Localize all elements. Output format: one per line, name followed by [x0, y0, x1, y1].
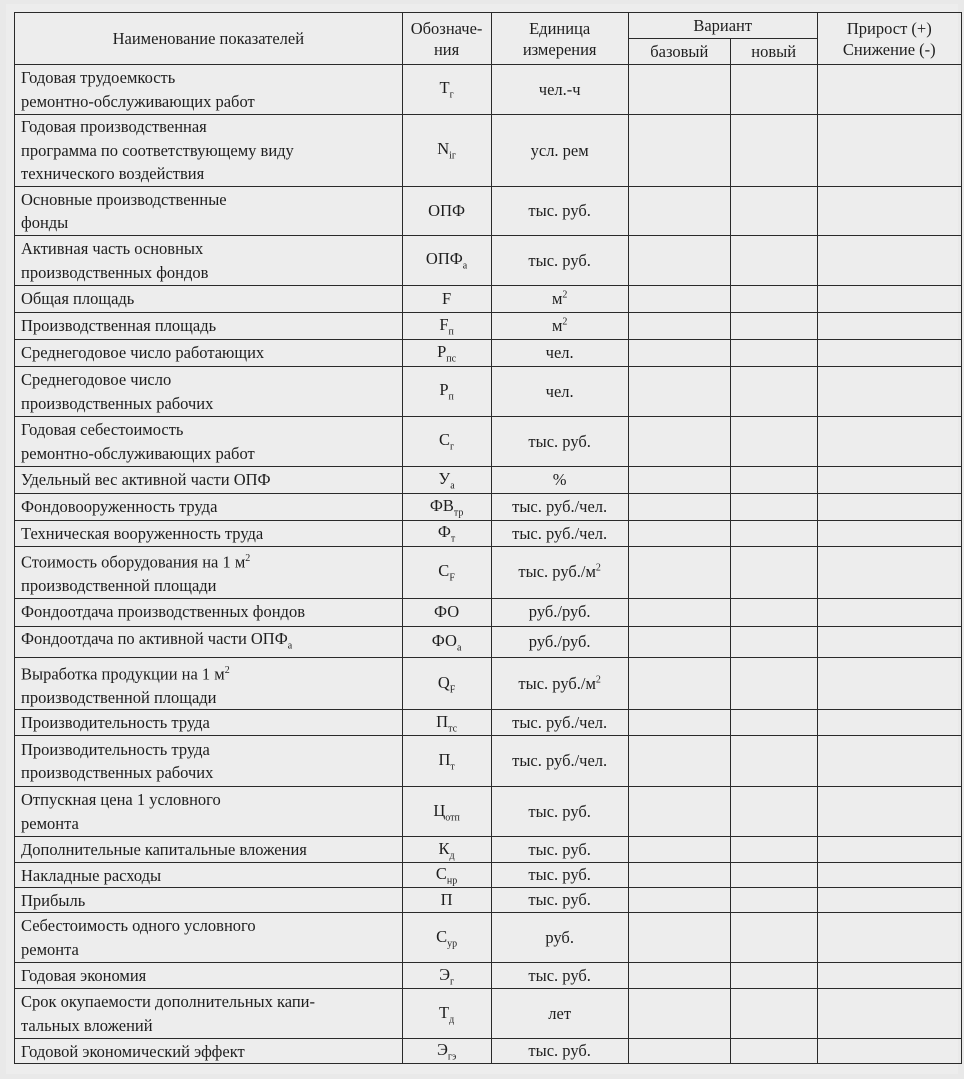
header-name-text: Наименование показателей [112, 29, 305, 48]
value-change-cell[interactable] [817, 115, 961, 187]
indicator-symbol: $ОПФ_а$ [402, 236, 491, 286]
value-change-cell[interactable] [817, 1039, 961, 1064]
indicator-unit: $м^2$ [491, 313, 628, 340]
value-change-cell[interactable] [817, 989, 961, 1039]
indicator-name-line: производственной площади [21, 687, 217, 707]
indicator-name [15, 236, 403, 286]
value-change-cell[interactable] [817, 736, 961, 787]
value-change-cell[interactable] [817, 863, 961, 888]
value-base-cell[interactable] [628, 626, 730, 658]
indicator-unit: тыс. руб. [491, 888, 628, 913]
indicator-name [15, 989, 403, 1039]
value-base-cell[interactable] [628, 115, 730, 187]
value-new-cell[interactable] [730, 340, 817, 367]
indicator-name-line: программа по соответствующему виду [21, 140, 294, 160]
indicator-name [15, 187, 403, 236]
indicator-symbol: $F_п$ [402, 313, 491, 340]
indicator-unit: руб./руб. [491, 598, 628, 626]
indicator-name: Фондоотдача по активной части $ОПФ_а$ [15, 626, 403, 658]
table-row [15, 367, 962, 417]
value-change-cell[interactable] [817, 710, 961, 736]
table-row [15, 963, 962, 989]
indicator-name-line: ремонта [21, 813, 79, 833]
value-base-cell[interactable] [628, 1039, 730, 1064]
indicator-name-line: Техническая вооруженность труда [21, 523, 264, 543]
indicator-unit: чел.-ч [491, 65, 628, 115]
indicator-name [15, 787, 403, 837]
value-change-cell[interactable] [817, 187, 961, 236]
value-base-cell[interactable] [628, 65, 730, 115]
indicator-symbol: $Ц_{отп}$ [402, 787, 491, 837]
value-new-cell[interactable] [730, 467, 817, 494]
indicator-symbol: $С_{нр}$ [402, 863, 491, 888]
indicator-symbol: $П_{тс}$ [402, 710, 491, 736]
value-change-cell[interactable] [817, 658, 961, 710]
value-change-cell[interactable] [817, 340, 961, 367]
indicator-unit: тыс. руб. [491, 1039, 628, 1064]
value-base-cell[interactable] [628, 888, 730, 913]
indicator-name [15, 367, 403, 417]
value-new-cell[interactable] [730, 837, 817, 863]
table-row [15, 494, 962, 521]
indicator-name-line: ремонтно-обслуживающих работ [21, 91, 255, 111]
indicator-unit: $м^2$ [491, 286, 628, 313]
indicator-symbol: $Т_д$ [402, 989, 491, 1039]
indicator-name [15, 963, 403, 989]
value-new-cell[interactable] [730, 736, 817, 787]
indicator-name-line: Годовая производственная [21, 117, 207, 137]
indicator-name [15, 913, 403, 963]
indicator-unit: тыс. руб./чел. [491, 494, 628, 521]
indicator-symbol: П [402, 888, 491, 913]
indicator-name-line: Отпускная цена 1 условного [21, 790, 221, 810]
value-new-cell[interactable] [730, 787, 817, 837]
indicator-symbol: $Э_{гэ}$ [402, 1039, 491, 1064]
indicator-name-line: Себестоимость одного условного [21, 916, 256, 936]
value-base-cell[interactable] [628, 598, 730, 626]
indicator-name-line: Активная часть основных [21, 239, 204, 258]
indicator-name-line: Выработка продукции на 1 м [21, 664, 225, 684]
indicator-name-line: Дополнительные капитальные вложения [21, 840, 307, 860]
table-row [15, 286, 962, 313]
value-base-cell[interactable] [628, 913, 730, 963]
table-row [15, 598, 962, 626]
value-new-cell[interactable] [730, 187, 817, 236]
table-row [15, 626, 962, 658]
table-row [15, 863, 962, 888]
indicator-unit: лет [491, 989, 628, 1039]
value-base-cell[interactable] [628, 787, 730, 837]
indicator-name [15, 286, 403, 313]
value-base-cell[interactable] [628, 313, 730, 340]
value-change-cell[interactable] [817, 367, 961, 417]
value-new-cell[interactable] [730, 115, 817, 187]
value-new-cell[interactable] [730, 658, 817, 710]
value-base-cell[interactable] [628, 286, 730, 313]
value-change-cell[interactable] [817, 913, 961, 963]
table-row [15, 736, 962, 787]
value-new-cell[interactable] [730, 547, 817, 599]
value-base-cell[interactable] [628, 837, 730, 863]
indicator-symbol: $Э_г$ [402, 963, 491, 989]
value-new-cell[interactable] [730, 1039, 817, 1064]
value-new-cell[interactable] [730, 236, 817, 286]
indicator-symbol: $У_а$ [402, 467, 491, 494]
indicator-unit: тыс. руб./чел. [491, 710, 628, 736]
value-new-cell[interactable] [730, 863, 817, 888]
value-new-cell[interactable] [730, 286, 817, 313]
value-change-cell[interactable] [817, 65, 961, 115]
indicator-unit: тыс. $руб./м^2$ [491, 658, 628, 710]
indicator-name-line: ремонтно-обслуживающих работ [21, 443, 255, 463]
indicator-name [15, 521, 403, 547]
value-change-cell[interactable] [817, 494, 961, 521]
value-base-cell[interactable] [628, 658, 730, 710]
value-new-cell[interactable] [730, 989, 817, 1039]
header-unit: Единица измерения [491, 13, 628, 65]
indicator-unit: чел. [491, 340, 628, 367]
value-change-cell[interactable] [817, 787, 961, 837]
indicator-name-line: фонды [21, 213, 69, 232]
indicator-name-line: Накладные расходы [21, 865, 162, 885]
value-new-cell[interactable] [730, 494, 817, 521]
indicator-name: Выработка продукции на 1 $м^2$ производственной площади [15, 658, 403, 710]
value-base-cell[interactable] [628, 467, 730, 494]
indicator-symbol: $К_д$ [402, 837, 491, 863]
indicator-unit: тыс. руб. [491, 963, 628, 989]
table-row [15, 710, 962, 736]
indicator-symbol: $Т_г$ [402, 65, 491, 115]
indicator-symbol: $ФВ_{тр}$ [402, 494, 491, 521]
value-new-cell[interactable] [730, 913, 817, 963]
indicator-name [15, 417, 403, 467]
indicator-name-line: Производительность труда [21, 739, 210, 759]
table-row [15, 837, 962, 863]
indicator-unit: руб./руб. [491, 626, 628, 658]
value-base-cell[interactable] [628, 710, 730, 736]
indicators-table [14, 12, 962, 1064]
indicator-name [15, 863, 403, 888]
indicator-name-line: Среднегодовое число [21, 370, 172, 389]
indicator-name [15, 837, 403, 863]
value-base-cell[interactable] [628, 367, 730, 417]
indicator-symbol: $Р_{пс}$ [402, 340, 491, 367]
value-base-cell[interactable] [628, 989, 730, 1039]
indicator-symbol: $ФО_а$ [402, 626, 491, 658]
indicator-name-line: Производительность труда [21, 713, 210, 733]
value-new-cell[interactable] [730, 888, 817, 913]
indicator-name-line: Среднегодовое число работающих [21, 343, 265, 363]
value-base-cell[interactable] [628, 236, 730, 286]
header-base: базовый [628, 39, 730, 65]
indicator-symbol: $С_F$ [402, 547, 491, 599]
indicator-name [15, 313, 403, 340]
header-new: новый [730, 39, 817, 65]
indicator-name-line: Общая площадь [21, 289, 135, 309]
value-change-cell[interactable] [817, 598, 961, 626]
header-variant: Вариант [628, 13, 817, 39]
indicator-unit: тыс. руб. [491, 837, 628, 863]
value-base-cell[interactable] [628, 963, 730, 989]
indicator-name-line: Фондовооруженность труда [21, 497, 218, 517]
indicator-unit: руб. [491, 913, 628, 963]
indicator-symbol: $С_г$ [402, 417, 491, 467]
indicator-symbol: ОПФ [402, 187, 491, 236]
indicator-name-line: технического воздействия [21, 164, 205, 184]
table-row [15, 658, 962, 710]
indicator-name [15, 736, 403, 787]
value-change-cell[interactable] [817, 521, 961, 547]
table-row [15, 989, 962, 1039]
value-new-cell[interactable] [730, 963, 817, 989]
value-base-cell[interactable] [628, 187, 730, 236]
value-change-cell[interactable] [817, 626, 961, 658]
indicator-name-line: Прибыль [21, 890, 86, 910]
indicator-name-line: ремонта [21, 939, 79, 959]
value-base-cell[interactable] [628, 340, 730, 367]
indicator-unit: усл. рем [491, 115, 628, 187]
indicator-symbol: $Ф_т$ [402, 521, 491, 547]
indicator-name-line: Годовая экономия [21, 966, 147, 986]
value-new-cell[interactable] [730, 598, 817, 626]
value-base-cell[interactable] [628, 417, 730, 467]
indicator-name-line: Годовая трудоемкость [21, 68, 176, 87]
indicator-name [15, 115, 403, 187]
indicator-name [15, 467, 403, 494]
indicator-name [15, 65, 403, 115]
indicator-name-line: тальных вложений [21, 1015, 153, 1035]
value-base-cell[interactable] [628, 863, 730, 888]
indicator-name-line: Удельный вес активной части ОПФ [21, 470, 271, 490]
value-new-cell[interactable] [730, 313, 817, 340]
indicator-unit: тыс. $руб./м^2$ [491, 547, 628, 599]
table-row [15, 115, 962, 187]
table-row [15, 888, 962, 913]
indicator-unit: тыс. руб. [491, 187, 628, 236]
indicator-unit: тыс. руб. [491, 417, 628, 467]
indicator-name-line: Основные производственные [21, 189, 227, 209]
value-base-cell[interactable] [628, 547, 730, 599]
indicator-name [15, 1039, 403, 1064]
value-new-cell[interactable] [730, 521, 817, 547]
value-new-cell[interactable] [730, 417, 817, 467]
indicator-name-line: Годовой экономический эффект [21, 1041, 245, 1061]
value-change-cell[interactable] [817, 547, 961, 599]
value-change-cell[interactable] [817, 837, 961, 863]
indicator-unit: тыс. руб./чел. [491, 521, 628, 547]
header-change: Прирост (+) Снижение (-) [817, 13, 961, 65]
value-new-cell[interactable] [730, 367, 817, 417]
table-row [15, 547, 962, 599]
indicator-unit: % [491, 467, 628, 494]
indicator-symbol: $П_т$ [402, 736, 491, 787]
value-change-cell[interactable] [817, 313, 961, 340]
value-change-cell[interactable] [817, 236, 961, 286]
indicator-name-line: производственных рабочих [21, 763, 214, 783]
value-change-cell[interactable] [817, 417, 961, 467]
value-base-cell[interactable] [628, 736, 730, 787]
indicator-symbol: ФО [402, 598, 491, 626]
indicator-symbol: $N_{iг}$ [402, 115, 491, 187]
indicator-unit: тыс. руб./чел. [491, 736, 628, 787]
indicator-name [15, 494, 403, 521]
table-row [15, 236, 962, 286]
indicator-name-line: производственной площади [21, 576, 217, 595]
indicator-name [15, 598, 403, 626]
value-new-cell[interactable] [730, 710, 817, 736]
indicator-symbol: F [402, 286, 491, 313]
value-base-cell[interactable] [628, 494, 730, 521]
indicator-name-line: Годовая себестоимость [21, 420, 184, 439]
indicator-name-line: Фондоотдача производственных фондов [21, 602, 305, 622]
value-change-cell[interactable] [817, 286, 961, 313]
table-row [15, 913, 962, 963]
table-row [15, 467, 962, 494]
table-row [15, 65, 962, 115]
indicator-unit: чел. [491, 367, 628, 417]
indicator-unit: тыс. руб. [491, 787, 628, 837]
value-base-cell[interactable] [628, 521, 730, 547]
indicator-name-line: Производственная площадь [21, 316, 217, 336]
table-row [15, 1039, 962, 1064]
value-new-cell[interactable] [730, 65, 817, 115]
value-change-cell[interactable] [817, 888, 961, 913]
header-name [15, 13, 403, 65]
indicator-symbol: $Q_F$ [402, 658, 491, 710]
indicator-unit: тыс. руб. [491, 236, 628, 286]
indicator-name-line: производственных фондов [21, 262, 209, 282]
table-row [15, 417, 962, 467]
indicator-name-line: Стоимость оборудования на 1 м [21, 552, 246, 572]
indicator-name [15, 710, 403, 736]
indicator-name-line: Фондоотдача по активной части ОПФ [21, 628, 288, 648]
indicator-name [15, 340, 403, 367]
indicator-name-line: производственных рабочих [21, 393, 214, 413]
table-row [15, 313, 962, 340]
indicator-symbol: $Р_п$ [402, 367, 491, 417]
table-row [15, 521, 962, 547]
value-change-cell[interactable] [817, 467, 961, 494]
indicator-name-line: Срок окупаемости дополнительных капи- [21, 992, 316, 1012]
table-body [15, 65, 962, 1064]
indicator-name: Стоимость оборудования на 1 $м^2$ производственной площади [15, 547, 403, 599]
table-row [15, 187, 962, 236]
indicator-symbol: $С_{ур}$ [402, 913, 491, 963]
table-row [15, 340, 962, 367]
indicator-name [15, 888, 403, 913]
document-page [6, 4, 958, 1074]
value-new-cell[interactable] [730, 626, 817, 658]
value-change-cell[interactable] [817, 963, 961, 989]
header-symbol: Обозначе- ния [402, 13, 491, 65]
table-row [15, 787, 962, 837]
indicator-unit: тыс. руб. [491, 863, 628, 888]
